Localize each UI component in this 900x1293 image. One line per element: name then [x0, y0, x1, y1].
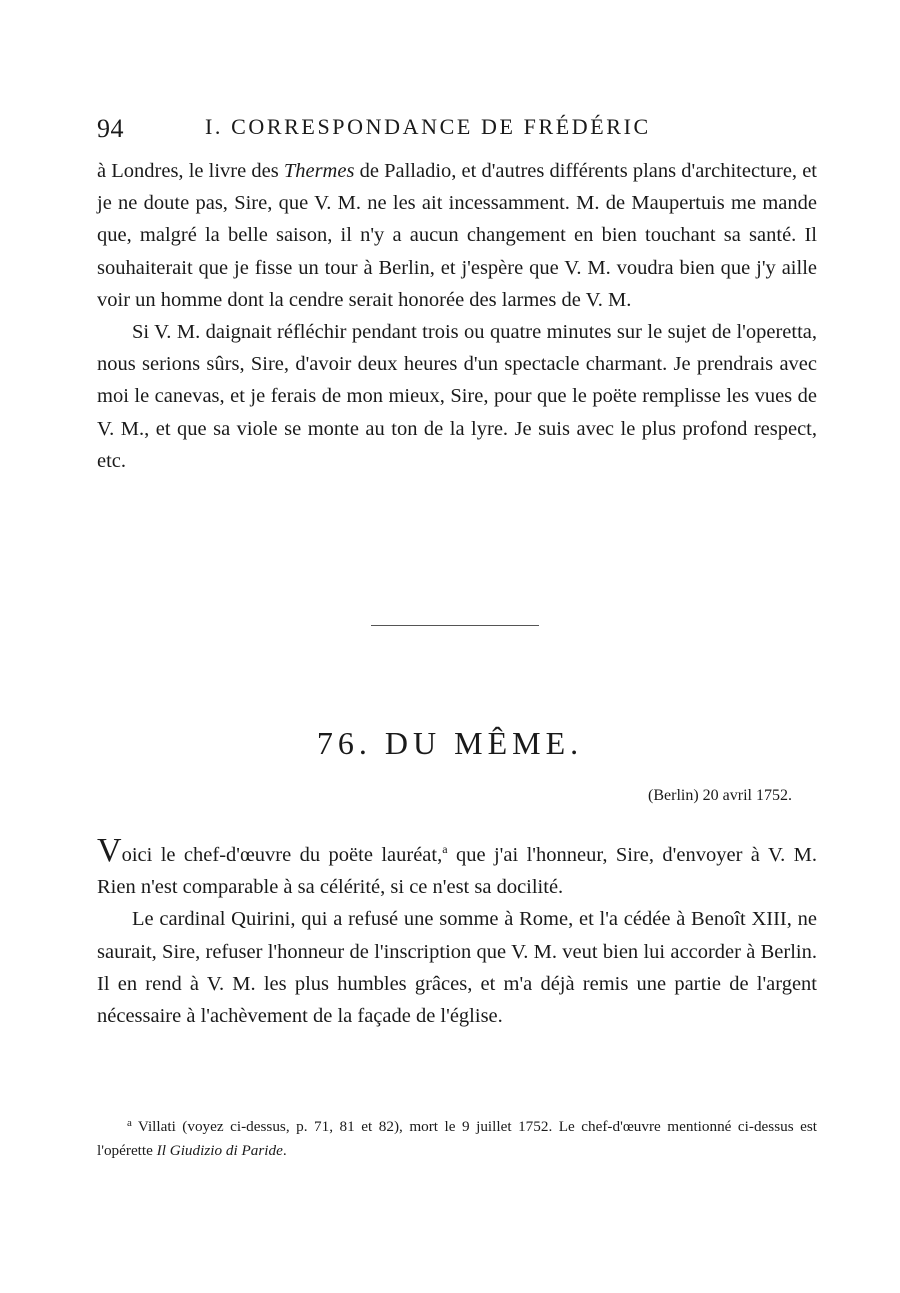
letter-paragraph: à Londres, le livre des Thermes de Palladio, et d'autres différents plans d'architecture, et je ne doute pas, Sire, que V. M. ne les ait incessamment. M. de Maupertuis me mande que, malgré la belle saison, il n'y a aucun changement en bien touchant sa santé. Il souhaiterait que je fisse un tour à Berlin, et j'espère que V. M. voudra bien que j'y aille voir un homme dont la cendre serait honorée des larmes de V. M. — [97, 160, 817, 311]
footnote: $^a$ Villati (voyez ci-dessus, p. 71, 81 et 82), mort le 9 juillet 1752. Le chef-d'œuvre mentionné ci-dessus est l'opérette Il Giudizio di Paride. — [97, 1117, 817, 1159]
dateline: (Berlin) 20 avril 1752. — [648, 787, 792, 804]
letter-body — [97, 833, 817, 1032]
footnote-marker: a — [127, 1117, 132, 1129]
letter-paragraph: Voici le chef-d'œuvre du poëte lauréat,$^a$ que j'ai l'honneur, Sire, d'envoyer à V. M. Rien n'est comparable à sa célérité, si ce n'est sa docilité. — [97, 832, 818, 899]
italic-opera-title: Il Giudizio di Paride — [156, 1142, 283, 1159]
page-header — [97, 110, 817, 146]
letter-paragraph: Le cardinal Quirini, qui a refusé une somme à Rome, et l'a cédée à Benoît XIII, ne saurait, Sire, refuser l'honneur de l'inscription que V. M. veut bien lui accorder à Berlin. Il en rend à V. M. les plus humbles grâces, et m'a déjà remis une partie de l'argent nécessaire à l'achèvement de la façade de l'église. — [97, 908, 817, 1028]
section-divider — [371, 625, 539, 626]
running-title: I. CORRESPONDANCE DE FRÉDÉRIC — [205, 114, 651, 139]
drop-cap: V — [97, 832, 122, 869]
letter-paragraph: Si V. M. daignait réfléchir pendant trois ou quatre minutes sur le sujet de l'operetta, nous serions sûrs, Sire, d'avoir deux heures d'un spectacle charmant. Je prendrais avec moi le canevas, et je ferais de mon mieux, Sire, pour que le poëte remplisse les vues de V. M., et que sa viole se monte au ton de la lyre. Je suis avec le plus profond respect, etc. — [97, 321, 817, 472]
italic-title-thermes: Thermes — [283, 160, 355, 182]
section-title: 76. DU MÊME. — [316, 725, 584, 761]
page-number: 94 — [97, 114, 124, 143]
footnote-reference: a — [442, 842, 448, 856]
letter-continuation — [97, 155, 817, 477]
